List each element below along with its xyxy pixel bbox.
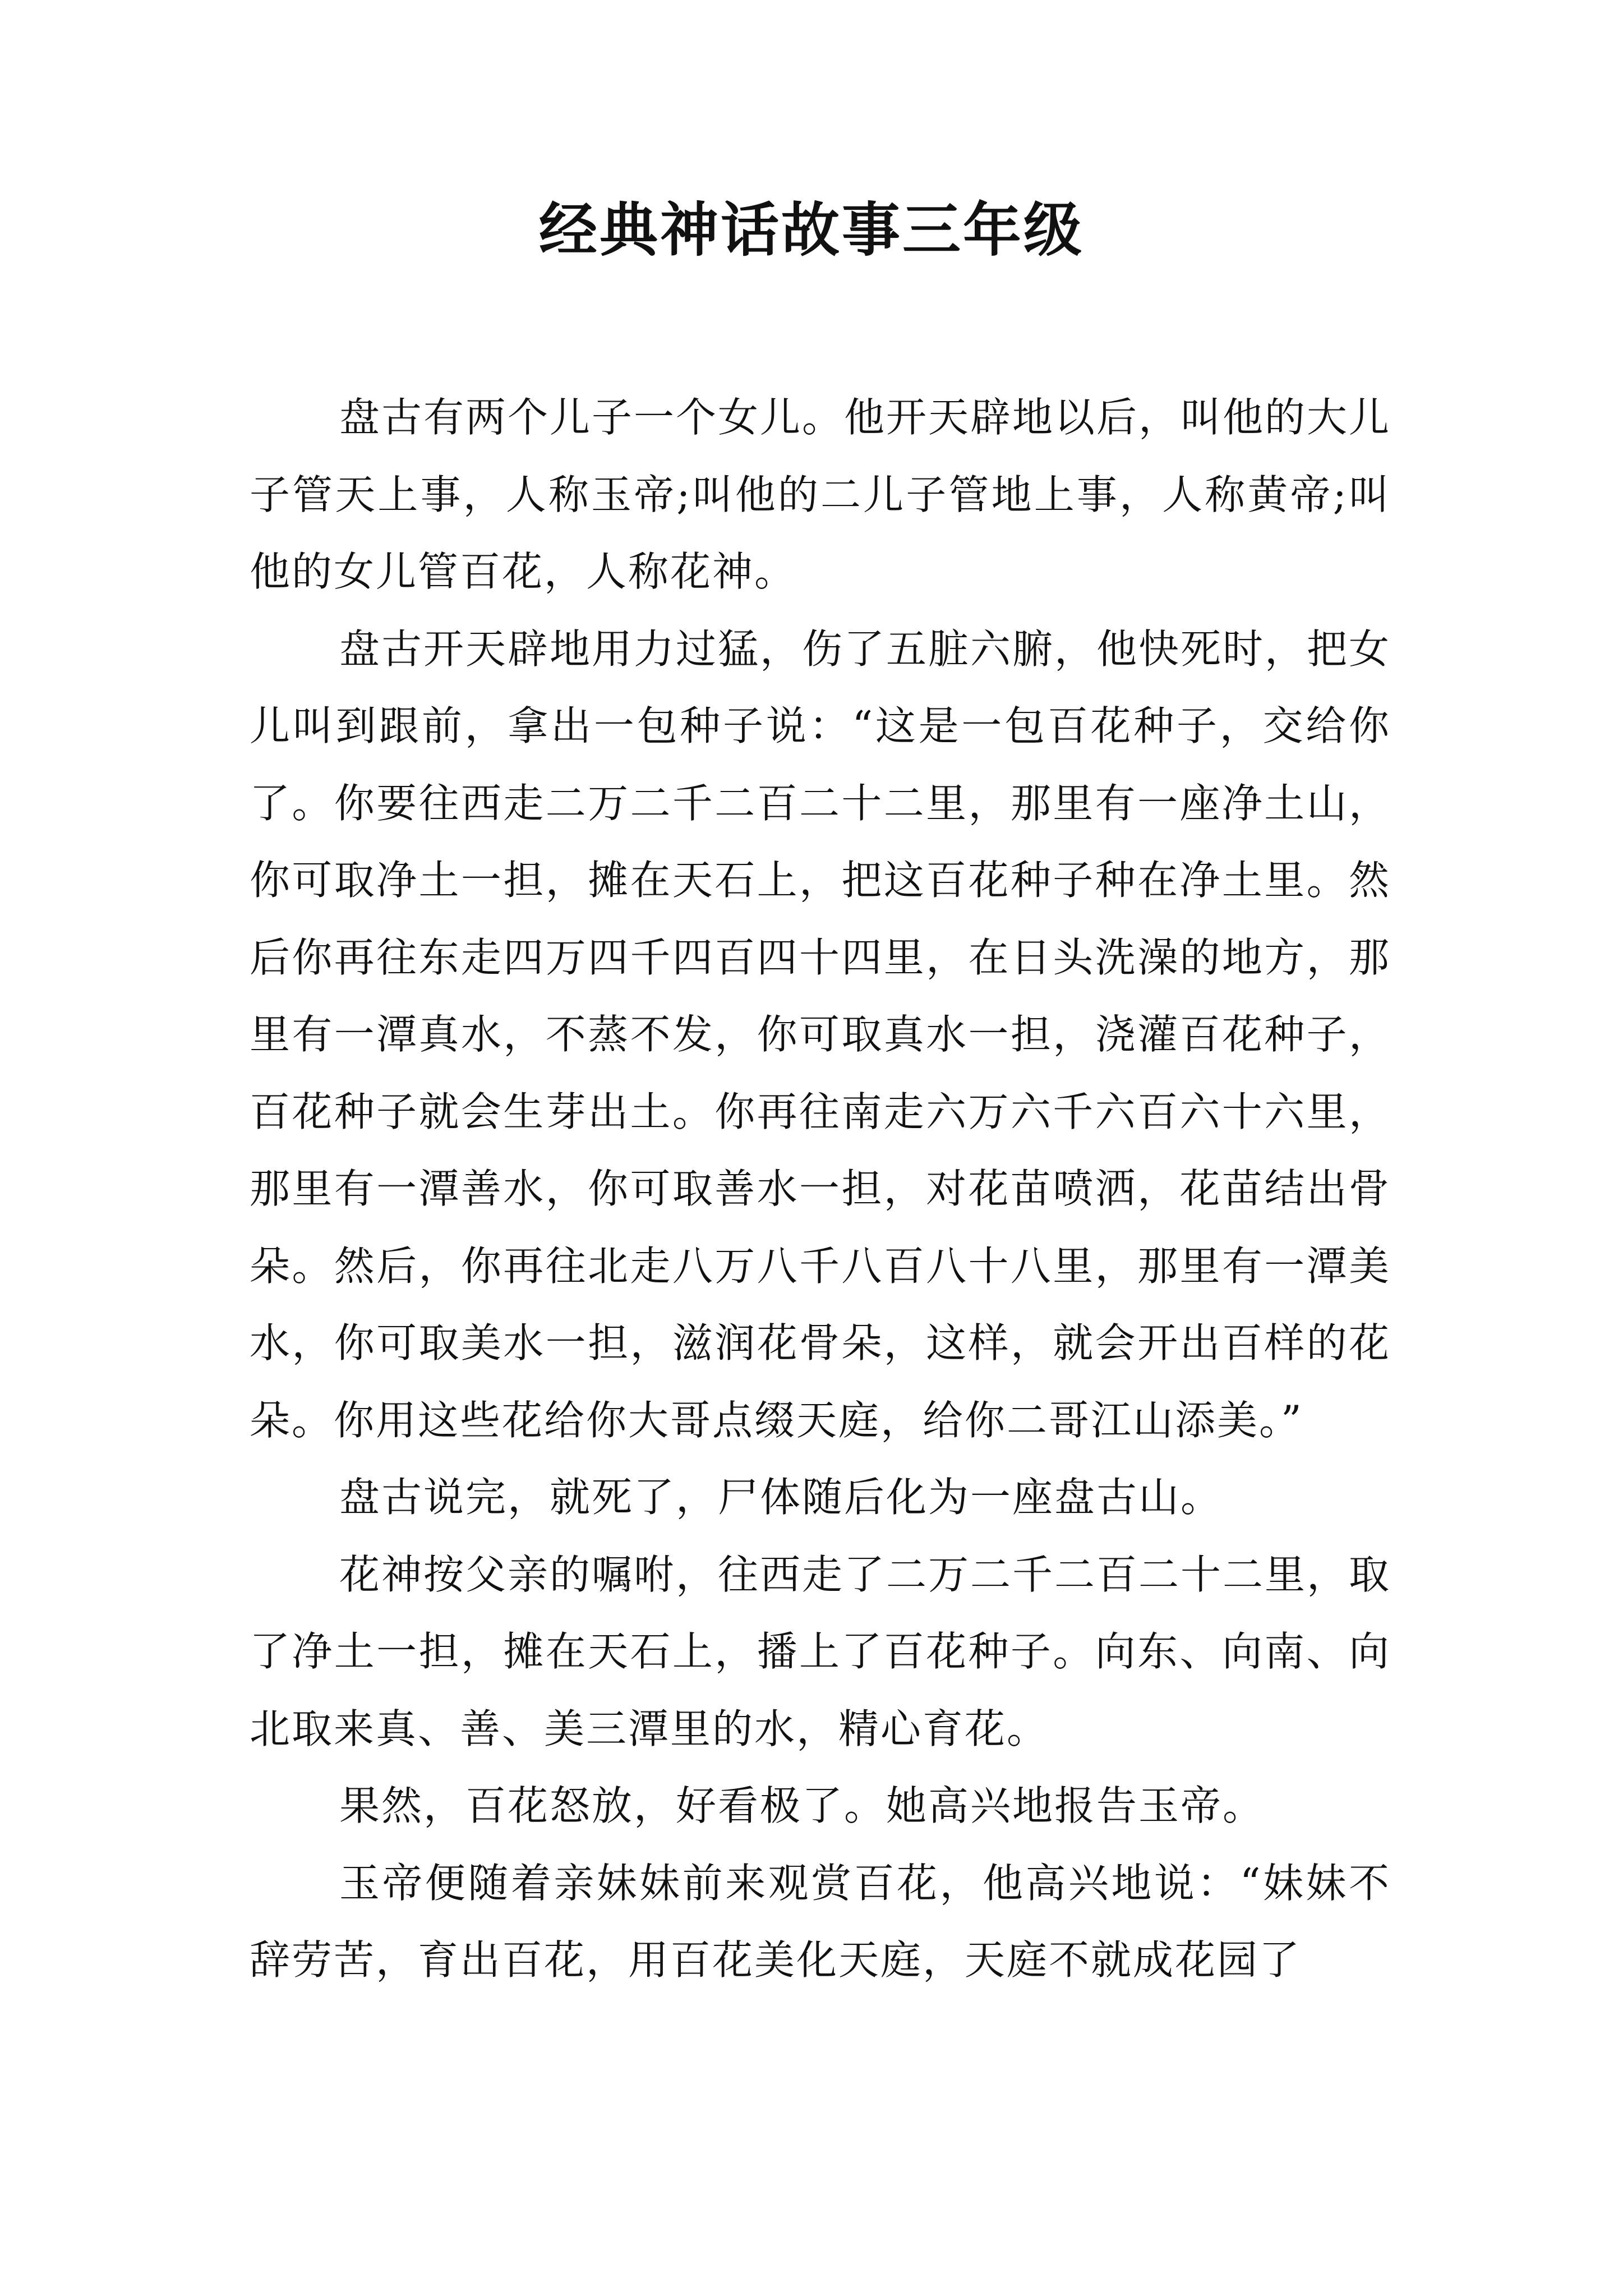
paragraph-1: 盘古有两个儿子一个女儿。他开天辟地以后，叫他的大儿子管天上事，人称玉帝;叫他的二儿子管地上事，人称黄帝;叫他的女儿管百花，人称花神。: [250, 394, 1391, 595]
page-title: 经典神话故事三年级: [538, 196, 1084, 264]
paragraph-6: 玉帝便随着亲妹妹前来观赏百花，他高兴地说：“妹妹不辞劳苦，育出百花，用百花美化天庭，天庭不就成花园了: [250, 1859, 1391, 1984]
paragraph-3: 盘古说完，就死了，尸体随后化为一座盘古山。: [339, 1474, 1223, 1521]
article-body: [250, 379, 1391, 1999]
paragraph-4: 花神按父亲的嘱咐，往西走了二万二千二百二十二里，取了净土一担，摊在天石上，播上了百花种子。向东、向南、向北取来真、善、美三潭里的水，精心育花。: [250, 1550, 1391, 1752]
paragraph-5: 果然，百花怒放，好看极了。她高兴地报告玉帝。: [339, 1782, 1265, 1829]
paragraph-2: 盘古开天辟地用力过猛，伤了五脏六腑，他快死时，把女儿叫到跟前，拿出一包种子说：“这是一包百花种子，交给你了。你要往西走二万二千二百二十二里，那里有一座净土山，你可取净土一担，摊在天石上，把这百花种子种在净土里。然后你再往东走四万四千四百四十四里，在日头洗澡的地方，那里有一潭真水，不蒸不发，你可取真水一担，浇灌百花种子，百花种子就会生芽出土。你再往南走六万六千六百六十六里，那里有一潭善水，你可取善水一担，对花苗喷洒，花苗结出骨朵。然后，你再往北走八万八千八百八十八里，那里有一潭美水，你可取美水一担，滋润花骨朵，这样，就会开出百样的花朵。你用这些花给你大哥点缀天庭，给你二哥江山添美。”: [250, 625, 1391, 1444]
